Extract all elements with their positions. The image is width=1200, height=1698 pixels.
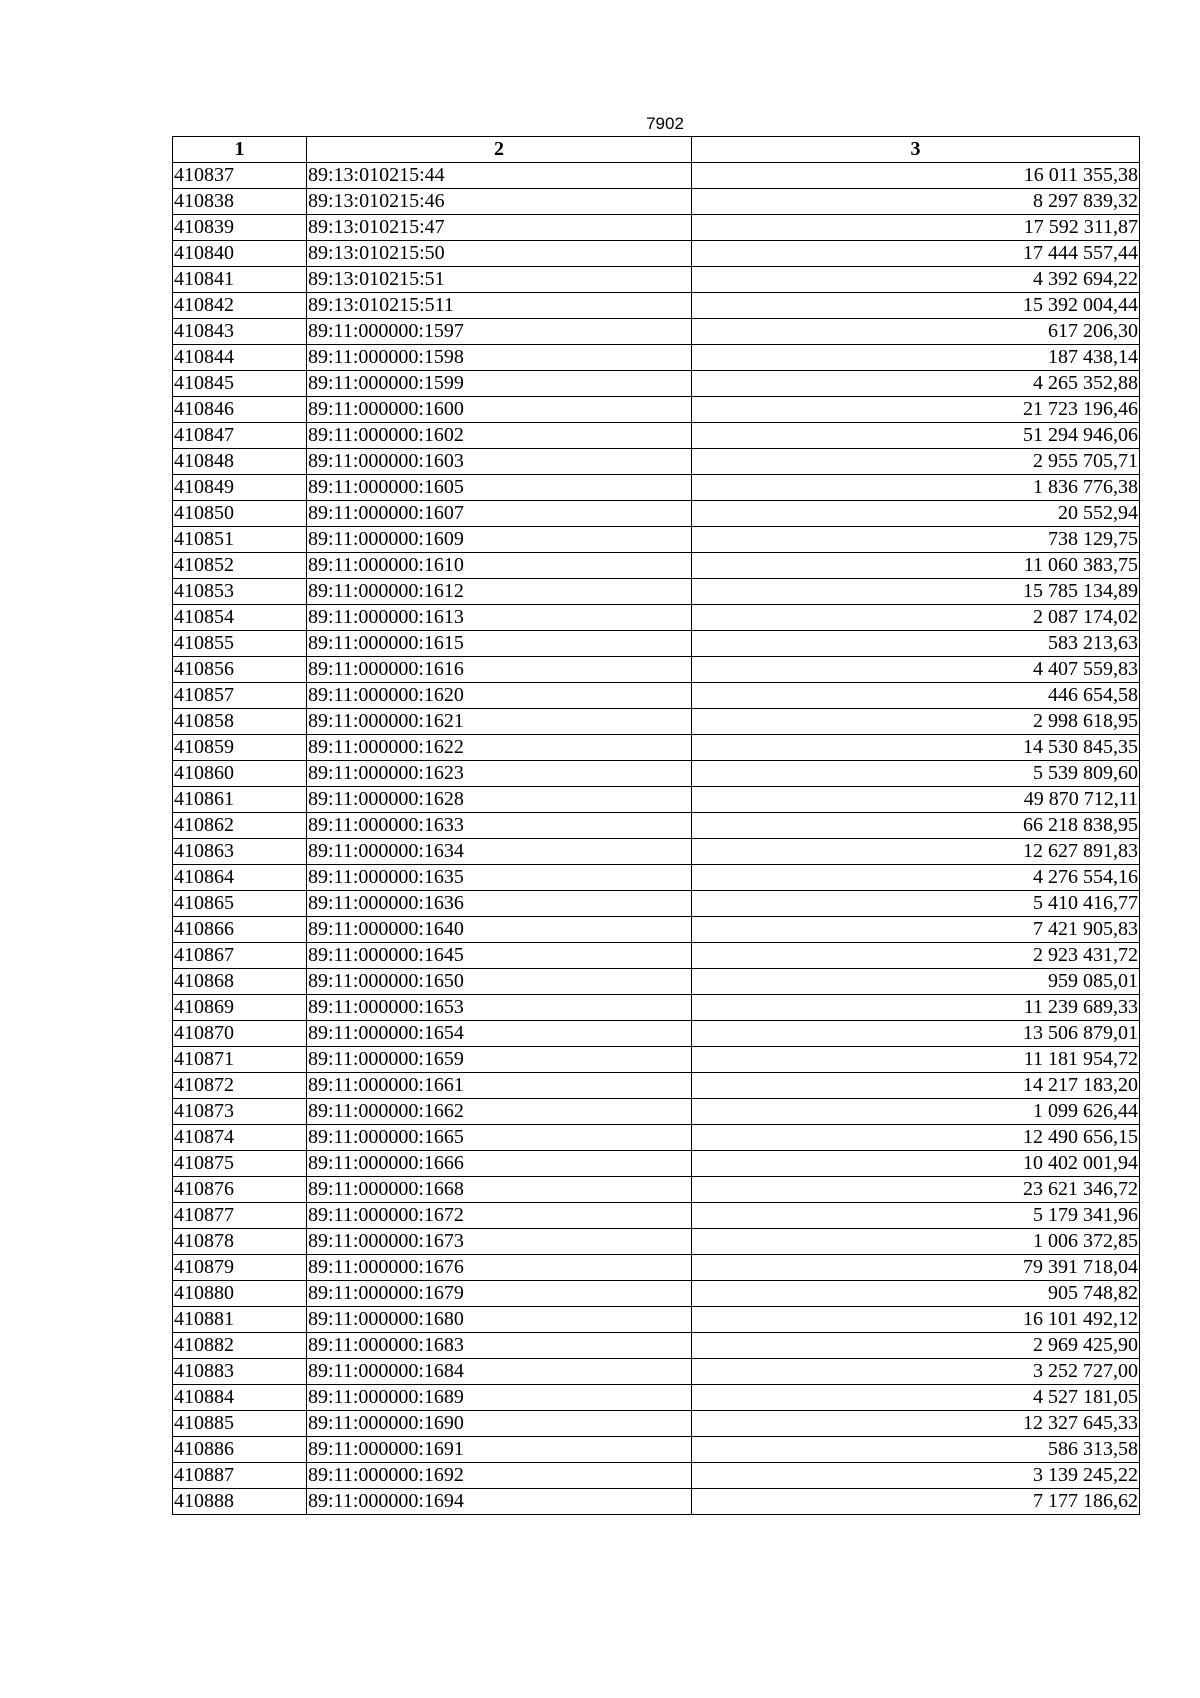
table-row	[173, 683, 1140, 709]
row-number-cell: 410877	[173, 1203, 307, 1229]
value-cell: 2 087 174,02	[692, 605, 1140, 631]
value-cell: 1 836 776,38	[692, 475, 1140, 501]
table-row	[173, 813, 1140, 839]
value-cell: 187 438,14	[692, 345, 1140, 371]
cadastral-number-cell: 89:11:000000:1665	[307, 1125, 692, 1151]
row-number-cell: 410838	[173, 189, 307, 215]
cadastral-number-cell: 89:11:000000:1683	[307, 1333, 692, 1359]
row-number-cell: 410859	[173, 735, 307, 761]
value-cell: 446 654,58	[692, 683, 1140, 709]
cadastral-number-cell: 89:11:000000:1640	[307, 917, 692, 943]
value-cell: 5 410 416,77	[692, 891, 1140, 917]
table-row	[173, 761, 1140, 787]
value-cell: 617 206,30	[692, 319, 1140, 345]
value-cell: 12 327 645,33	[692, 1411, 1140, 1437]
row-number-cell: 410852	[173, 553, 307, 579]
table-row	[173, 579, 1140, 605]
cadastral-number-cell: 89:11:000000:1616	[307, 657, 692, 683]
table-row	[173, 943, 1140, 969]
value-cell: 1 099 626,44	[692, 1099, 1140, 1125]
value-cell: 16 011 355,38	[692, 163, 1140, 189]
row-number-cell: 410871	[173, 1047, 307, 1073]
table-row	[173, 1177, 1140, 1203]
value-cell: 12 490 656,15	[692, 1125, 1140, 1151]
cadastral-number-cell: 89:13:010215:44	[307, 163, 692, 189]
row-number-cell: 410844	[173, 345, 307, 371]
cadastral-number-cell: 89:11:000000:1684	[307, 1359, 692, 1385]
cadastral-number-cell: 89:11:000000:1599	[307, 371, 692, 397]
table-row	[173, 1281, 1140, 1307]
row-number-cell: 410841	[173, 267, 307, 293]
cadastral-number-cell: 89:13:010215:51	[307, 267, 692, 293]
table-row	[173, 449, 1140, 475]
value-cell: 17 592 311,87	[692, 215, 1140, 241]
row-number-cell: 410876	[173, 1177, 307, 1203]
table-row	[173, 891, 1140, 917]
value-cell: 13 506 879,01	[692, 1021, 1140, 1047]
row-number-cell: 410882	[173, 1333, 307, 1359]
row-number-cell: 410858	[173, 709, 307, 735]
value-cell: 66 218 838,95	[692, 813, 1140, 839]
cadastral-number-cell: 89:11:000000:1661	[307, 1073, 692, 1099]
table-row	[173, 1463, 1140, 1489]
cadastral-number-cell: 89:11:000000:1607	[307, 501, 692, 527]
table-row	[173, 1333, 1140, 1359]
cadastral-number-cell: 89:11:000000:1654	[307, 1021, 692, 1047]
column-header-1: 1	[173, 137, 307, 163]
value-cell: 15 392 004,44	[692, 293, 1140, 319]
row-number-cell: 410850	[173, 501, 307, 527]
row-number-cell: 410878	[173, 1229, 307, 1255]
table-row	[173, 215, 1140, 241]
table-row	[173, 1203, 1140, 1229]
cadastral-number-cell: 89:13:010215:47	[307, 215, 692, 241]
cadastral-number-cell: 89:11:000000:1692	[307, 1463, 692, 1489]
value-cell: 583 213,63	[692, 631, 1140, 657]
cadastral-number-cell: 89:11:000000:1634	[307, 839, 692, 865]
row-number-cell: 410869	[173, 995, 307, 1021]
row-number-cell: 410870	[173, 1021, 307, 1047]
cadastral-number-cell: 89:11:000000:1668	[307, 1177, 692, 1203]
value-cell: 7 177 186,62	[692, 1489, 1140, 1515]
row-number-cell: 410887	[173, 1463, 307, 1489]
value-cell: 5 539 809,60	[692, 761, 1140, 787]
row-number-cell: 410846	[173, 397, 307, 423]
row-number-cell: 410837	[173, 163, 307, 189]
cadastral-number-cell: 89:11:000000:1621	[307, 709, 692, 735]
table-row	[173, 527, 1140, 553]
cadastral-number-cell: 89:11:000000:1636	[307, 891, 692, 917]
cadastral-number-cell: 89:11:000000:1653	[307, 995, 692, 1021]
cadastral-number-cell: 89:11:000000:1659	[307, 1047, 692, 1073]
value-cell: 586 313,58	[692, 1437, 1140, 1463]
value-cell: 15 785 134,89	[692, 579, 1140, 605]
value-cell: 2 998 618,95	[692, 709, 1140, 735]
table-row	[173, 1099, 1140, 1125]
cadastral-number-cell: 89:11:000000:1620	[307, 683, 692, 709]
cadastral-number-cell: 89:11:000000:1610	[307, 553, 692, 579]
value-cell: 23 621 346,72	[692, 1177, 1140, 1203]
value-cell: 7 421 905,83	[692, 917, 1140, 943]
cadastral-number-cell: 89:11:000000:1676	[307, 1255, 692, 1281]
row-number-cell: 410873	[173, 1099, 307, 1125]
row-number-cell: 410863	[173, 839, 307, 865]
cadastral-number-cell: 89:11:000000:1600	[307, 397, 692, 423]
table-row	[173, 995, 1140, 1021]
value-cell: 17 444 557,44	[692, 241, 1140, 267]
value-cell: 4 392 694,22	[692, 267, 1140, 293]
cadastral-number-cell: 89:11:000000:1603	[307, 449, 692, 475]
table-row	[173, 475, 1140, 501]
row-number-cell: 410884	[173, 1385, 307, 1411]
cadastral-number-cell: 89:11:000000:1662	[307, 1099, 692, 1125]
table-row	[173, 1255, 1140, 1281]
table-row	[173, 163, 1140, 189]
value-cell: 79 391 718,04	[692, 1255, 1140, 1281]
table-row	[173, 1385, 1140, 1411]
row-number-cell: 410885	[173, 1411, 307, 1437]
row-number-cell: 410868	[173, 969, 307, 995]
cadastral-number-cell: 89:11:000000:1694	[307, 1489, 692, 1515]
row-number-cell: 410840	[173, 241, 307, 267]
row-number-cell: 410881	[173, 1307, 307, 1333]
cadastral-number-cell: 89:11:000000:1672	[307, 1203, 692, 1229]
value-cell: 905 748,82	[692, 1281, 1140, 1307]
value-cell: 21 723 196,46	[692, 397, 1140, 423]
table-row	[173, 345, 1140, 371]
row-number-cell: 410866	[173, 917, 307, 943]
value-cell: 11 239 689,33	[692, 995, 1140, 1021]
table-row	[173, 397, 1140, 423]
row-number-cell: 410845	[173, 371, 307, 397]
table-row	[173, 1411, 1140, 1437]
table-row	[173, 1307, 1140, 1333]
table-row	[173, 319, 1140, 345]
cadastral-number-cell: 89:11:000000:1623	[307, 761, 692, 787]
value-cell: 14 530 845,35	[692, 735, 1140, 761]
cadastral-number-cell: 89:11:000000:1680	[307, 1307, 692, 1333]
value-cell: 12 627 891,83	[692, 839, 1140, 865]
value-cell: 3 252 727,00	[692, 1359, 1140, 1385]
page-number: 7902	[646, 114, 684, 133]
value-cell: 4 265 352,88	[692, 371, 1140, 397]
table-row	[173, 631, 1140, 657]
row-number-cell: 410888	[173, 1489, 307, 1515]
row-number-cell: 410851	[173, 527, 307, 553]
cadastral-number-cell: 89:11:000000:1597	[307, 319, 692, 345]
row-number-cell: 410856	[173, 657, 307, 683]
table-row	[173, 1125, 1140, 1151]
value-cell: 2 923 431,72	[692, 943, 1140, 969]
value-cell: 49 870 712,11	[692, 787, 1140, 813]
row-number-cell: 410853	[173, 579, 307, 605]
table-row	[173, 657, 1140, 683]
cadastral-number-cell: 89:11:000000:1615	[307, 631, 692, 657]
value-cell: 8 297 839,32	[692, 189, 1140, 215]
row-number-cell: 410842	[173, 293, 307, 319]
table-row	[173, 839, 1140, 865]
cadastral-number-cell: 89:11:000000:1666	[307, 1151, 692, 1177]
row-number-cell: 410874	[173, 1125, 307, 1151]
value-cell: 51 294 946,06	[692, 423, 1140, 449]
row-number-cell: 410865	[173, 891, 307, 917]
table-row	[173, 267, 1140, 293]
table-row	[173, 241, 1140, 267]
table-row	[173, 735, 1140, 761]
table-row	[173, 917, 1140, 943]
row-number-cell: 410857	[173, 683, 307, 709]
cadastral-number-cell: 89:13:010215:50	[307, 241, 692, 267]
table-row	[173, 553, 1140, 579]
table-row	[173, 1073, 1140, 1099]
value-cell: 2 969 425,90	[692, 1333, 1140, 1359]
table-row	[173, 189, 1140, 215]
cadastral-number-cell: 89:11:000000:1689	[307, 1385, 692, 1411]
table-row	[173, 1359, 1140, 1385]
row-number-cell: 410861	[173, 787, 307, 813]
row-number-cell: 410875	[173, 1151, 307, 1177]
row-number-cell: 410854	[173, 605, 307, 631]
value-cell: 4 276 554,16	[692, 865, 1140, 891]
value-cell: 738 129,75	[692, 527, 1140, 553]
value-cell: 5 179 341,96	[692, 1203, 1140, 1229]
table-body	[173, 163, 1140, 1515]
cadastral-number-cell: 89:11:000000:1628	[307, 787, 692, 813]
cadastral-number-cell: 89:11:000000:1602	[307, 423, 692, 449]
table-header-row	[173, 137, 1140, 163]
cadastral-number-cell: 89:11:000000:1622	[307, 735, 692, 761]
table-row	[173, 605, 1140, 631]
cadastral-number-cell: 89:11:000000:1679	[307, 1281, 692, 1307]
value-cell: 1 006 372,85	[692, 1229, 1140, 1255]
cadastral-number-cell: 89:13:010215:46	[307, 189, 692, 215]
value-cell: 4 527 181,05	[692, 1385, 1140, 1411]
value-cell: 2 955 705,71	[692, 449, 1140, 475]
cadastral-number-cell: 89:11:000000:1650	[307, 969, 692, 995]
row-number-cell: 410839	[173, 215, 307, 241]
row-number-cell: 410843	[173, 319, 307, 345]
cadastral-number-cell: 89:11:000000:1645	[307, 943, 692, 969]
table-row	[173, 1021, 1140, 1047]
cadastral-number-cell: 89:11:000000:1598	[307, 345, 692, 371]
row-number-cell: 410864	[173, 865, 307, 891]
row-number-cell: 410848	[173, 449, 307, 475]
table-row	[173, 787, 1140, 813]
row-number-cell: 410847	[173, 423, 307, 449]
row-number-cell: 410860	[173, 761, 307, 787]
row-number-cell: 410880	[173, 1281, 307, 1307]
cadastral-number-cell: 89:13:010215:511	[307, 293, 692, 319]
cadastral-number-cell: 89:11:000000:1673	[307, 1229, 692, 1255]
row-number-cell: 410849	[173, 475, 307, 501]
value-cell: 10 402 001,94	[692, 1151, 1140, 1177]
table-row	[173, 709, 1140, 735]
table-row	[173, 1047, 1140, 1073]
cadastral-number-cell: 89:11:000000:1690	[307, 1411, 692, 1437]
value-cell: 14 217 183,20	[692, 1073, 1140, 1099]
cadastral-number-cell: 89:11:000000:1691	[307, 1437, 692, 1463]
row-number-cell: 410883	[173, 1359, 307, 1385]
value-cell: 3 139 245,22	[692, 1463, 1140, 1489]
table-row	[173, 865, 1140, 891]
table-row	[173, 1229, 1140, 1255]
row-number-cell: 410886	[173, 1437, 307, 1463]
row-number-cell: 410855	[173, 631, 307, 657]
value-cell: 11 060 383,75	[692, 553, 1140, 579]
cadastral-number-cell: 89:11:000000:1612	[307, 579, 692, 605]
value-cell: 959 085,01	[692, 969, 1140, 995]
table-row	[173, 423, 1140, 449]
column-header-3: 3	[692, 137, 1140, 163]
table-header	[173, 137, 1140, 163]
cadastral-number-cell: 89:11:000000:1635	[307, 865, 692, 891]
cadastral-number-cell: 89:11:000000:1609	[307, 527, 692, 553]
table-row	[173, 1437, 1140, 1463]
table-row	[173, 1151, 1140, 1177]
value-cell: 16 101 492,12	[692, 1307, 1140, 1333]
value-cell: 4 407 559,83	[692, 657, 1140, 683]
table-row	[173, 1489, 1140, 1515]
row-number-cell: 410867	[173, 943, 307, 969]
row-number-cell: 410872	[173, 1073, 307, 1099]
table-row	[173, 293, 1140, 319]
column-header-2: 2	[307, 137, 692, 163]
value-cell: 11 181 954,72	[692, 1047, 1140, 1073]
table-row	[173, 501, 1140, 527]
row-number-cell: 410879	[173, 1255, 307, 1281]
registry-table	[172, 136, 1140, 1515]
cadastral-number-cell: 89:11:000000:1613	[307, 605, 692, 631]
table-row	[173, 969, 1140, 995]
row-number-cell: 410862	[173, 813, 307, 839]
table-row	[173, 371, 1140, 397]
value-cell: 20 552,94	[692, 501, 1140, 527]
cadastral-number-cell: 89:11:000000:1605	[307, 475, 692, 501]
cadastral-number-cell: 89:11:000000:1633	[307, 813, 692, 839]
